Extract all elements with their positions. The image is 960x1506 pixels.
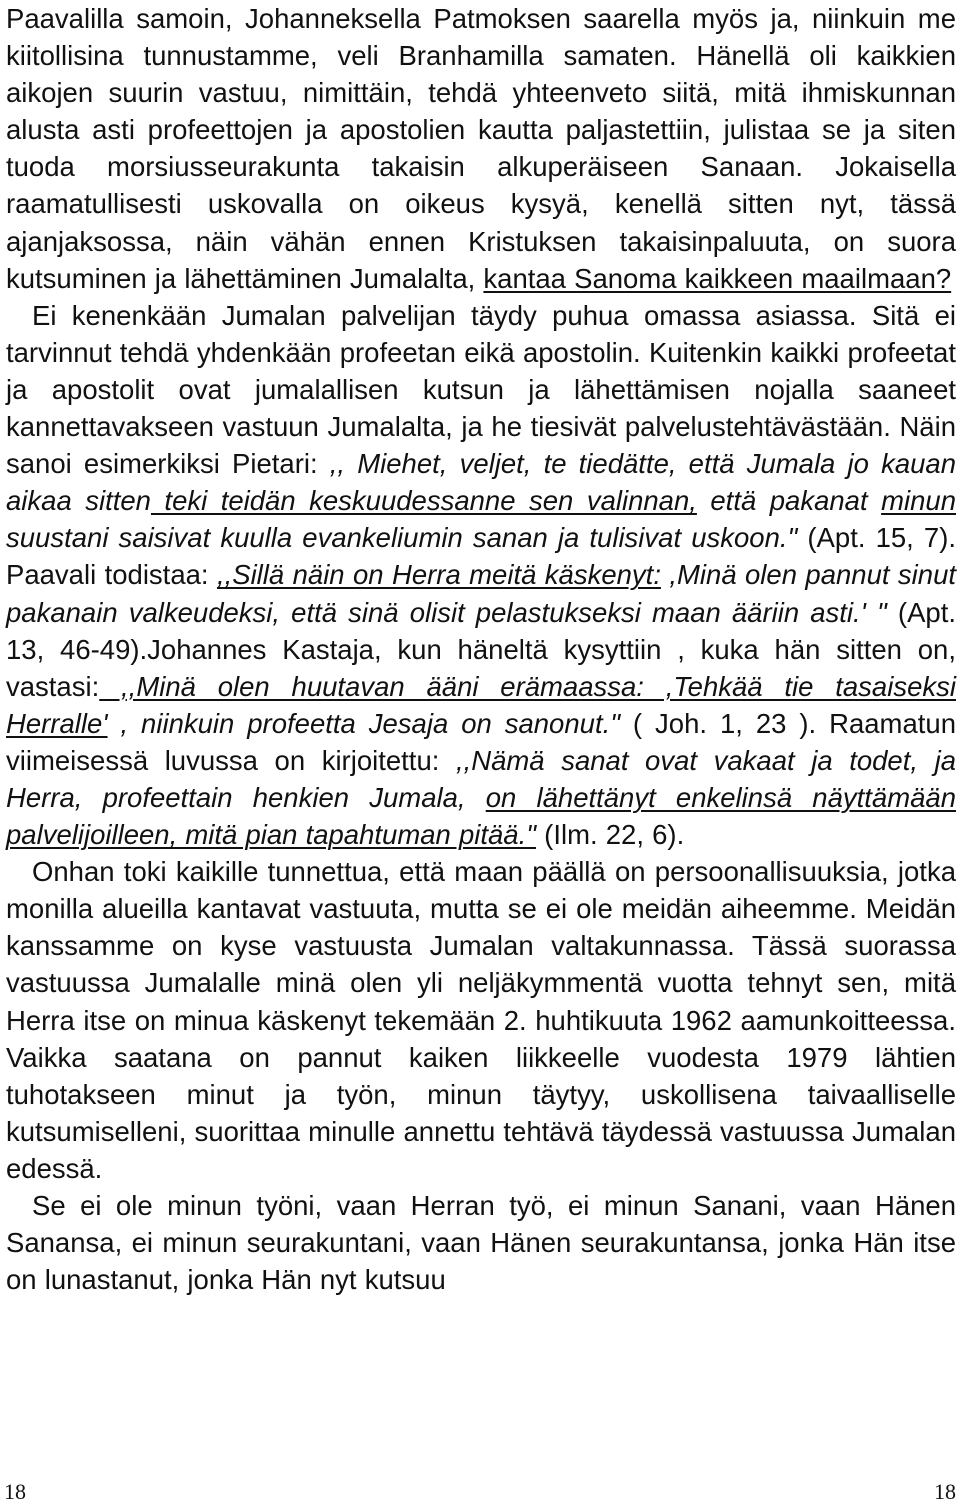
quote-acts-15-cont: että pakanat [696, 485, 882, 517]
quote-acts-13-underlined: ,,Sillä näin on Herra meitä käskenyt: [216, 559, 661, 591]
reference-acts-13: (Apt. 13, 46-49).Johannes Kastaja, kun häneltä kysyttiin , kuka hän sitten on, vastasi: [6, 596, 956, 702]
quote-john-1: , niinkuin profeetta Jesaja on sanonut." [107, 707, 620, 739]
underlined-phrase: kantaa Sanoma kaikkeen maailmaan? [483, 262, 952, 294]
reference-rev-22: (Ilm. 22, 6). [536, 819, 685, 851]
quote-acts-15-end: suustani saisivat kuulla evankeliumin sanan ja tulisivat uskoon." [6, 522, 798, 554]
quote-rev-22: ,,Nämä sanat ovat vakaat ja todet, ja Herra, profeettain henkien Jumala, [6, 744, 956, 813]
quote-acts-15-underlined-2: minun [881, 485, 956, 517]
paragraph-2-text: Ei kenenkään Jumalan palvelijan täydy puhua omassa asiassa. Sitä ei tarvinnut tehdä yhdenkään profeetan eikä apostolin. Kuitenkin kaikki profeetat ja apostolit ovat jumalallisen kutsun ja lähettämisen nojalla saaneet kannettavakseen vastuun Jumalalta, ja he tiesivät palvelustehtävästään. Näin sanoi esimerkiksi Pietari: [6, 299, 956, 480]
body-text [6, 0, 956, 1298]
reference-acts-15: (Apt. 15, 7). Paavali todistaa: [6, 522, 956, 591]
paragraph-4: Se ei ole minun työni, vaan Herran työ, ei minun Sanani, vaan Hänen Sanansa, ei minun seurakuntani, vaan Hänen seurakuntansa, jonka Hän itse on lunastanut, jonka Hän nyt kutsuu [6, 1190, 956, 1296]
reference-john-1: ( Joh. 1, 23 ). Raamatun viimeisessä luvussa on kirjoitettu: [6, 707, 956, 776]
paragraph-1-text: Paavalilla samoin, Johanneksella Patmoksen saarella myös ja, niinkuin me kiitollisina tunnustamme, veli Branhamilla samaten. Hänellä oli kaikkien aikojen suurin vastuu, nimittäin, tehdä yhteenveto siitä, mitä ihmiskunnan alusta asti profeettojen ja apostolien kautta paljastettiin, julistaa se ja siten tuoda morsiusseurakunta takaisin alkuperäiseen Sanaan. Jokaisella raamatullisesti uskovalla on oikeus kysyä, kenellä sitten nyt, tässä ajanjaksossa, näin vähän ennen Kristuksen takaisinpaluuta, on suora kutsuminen ja lähettäminen Jumalalta, [6, 3, 956, 294]
page-number-right: 18 [934, 1479, 956, 1504]
quote-acts-15: ,, Miehet, veljet, te tiedätte, että Jumala jo kauan aikaa sitten [6, 448, 956, 517]
quote-acts-15-underlined: teki teidän keskuudessanne sen valinnan, [150, 485, 697, 517]
quote-acts-13: ,Minä olen pannut sinut pakanain valkeudeksi, että sinä olisit pelastukseksi maan ääriin asti.' " [6, 559, 957, 628]
quote-rev-22-underlined: on lähettänyt enkelinsä näyttämään palvelijoilleen, mitä pian tapahtuman pitää." [6, 781, 957, 851]
quote-john-1-underlined: ,,Minä olen huutavan ääni erämaassa: ,Tehkää tie tasaiseksi Herralle' [6, 670, 956, 739]
paragraph-2 [6, 297, 956, 853]
paragraph-1 [6, 0, 956, 297]
paragraph-3: Onhan toki kaikille tunnettua, että maan päällä on persoonallisuuksia, jotka monilla alueilla kantavat vastuuta, mutta se ei ole meidän aiheemme. Meidän kanssamme on kyse vastuusta Jumalan valtakunnassa. Tässä suorassa vastuussa Jumalalle minä olen yli neljäkymmentä vuotta tehnyt sen, mitä Herra itse on minua käskenyt tekemään 2. huhtikuuta 1962 aamunkoitteessa. Vaikka saatana on pannut kaiken liikkeelle vuodesta 1979 lähtien tuhotakseen minut ja työn, minun täytyy, uskollisena taivaalliselle kutsumiselleni, suorittaa minulle annettu tehtävä täydessä vastuussa Jumalan edessä. [6, 856, 956, 1184]
page-number-left: 18 [4, 1479, 26, 1504]
